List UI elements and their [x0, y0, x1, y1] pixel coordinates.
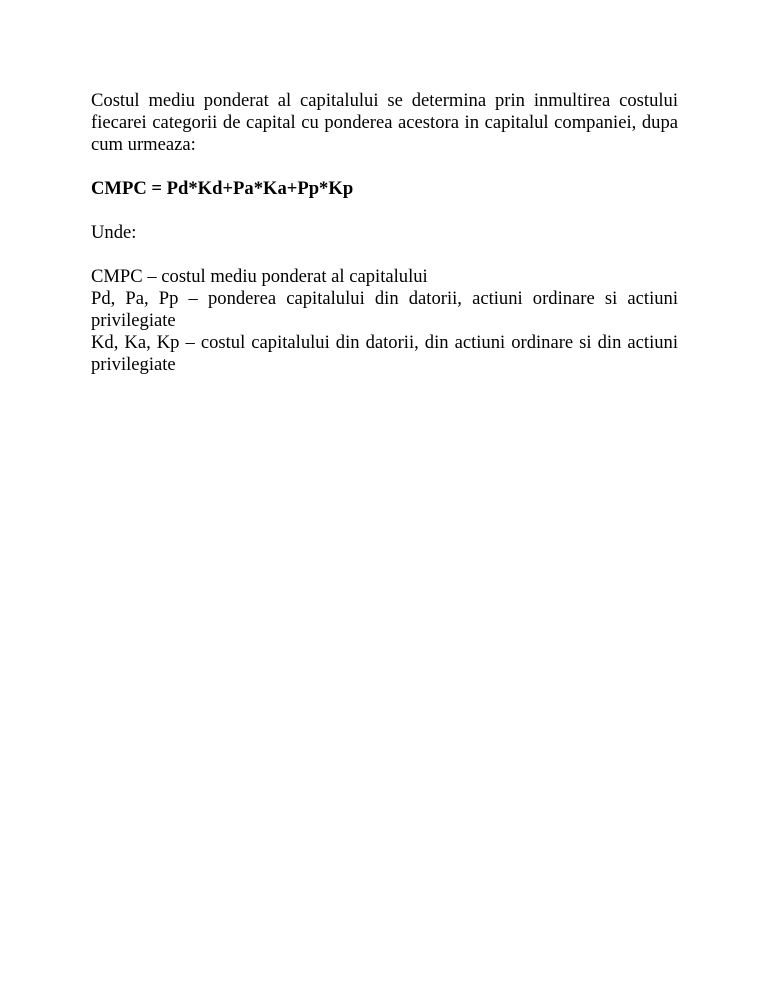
where-label: Unde:: [91, 222, 137, 243]
wacc-formula: CMPC = Pd*Kd+Pa*Ka+Pp*Kp: [91, 178, 354, 199]
intro-paragraph: Costul mediu ponderat al capitalului se determina prin inmultirea costului fiecarei categorii de capital cu ponderea acestora in capitalul companiei, dupa cum urmeaza:: [91, 90, 678, 155]
definition-cmpc: CMPC – costul mediu ponderat al capitalului: [91, 266, 428, 287]
definition-costs: Kd, Ka, Kp – costul capitalului din datorii, din actiuni ordinare si din actiuni privilegiate: [91, 332, 678, 375]
definition-weights: Pd, Pa, Pp – ponderea capitalului din datorii, actiuni ordinare si actiuni privilegiate: [91, 288, 678, 331]
document-body: [91, 90, 678, 376]
definitions-list: [91, 266, 678, 376]
